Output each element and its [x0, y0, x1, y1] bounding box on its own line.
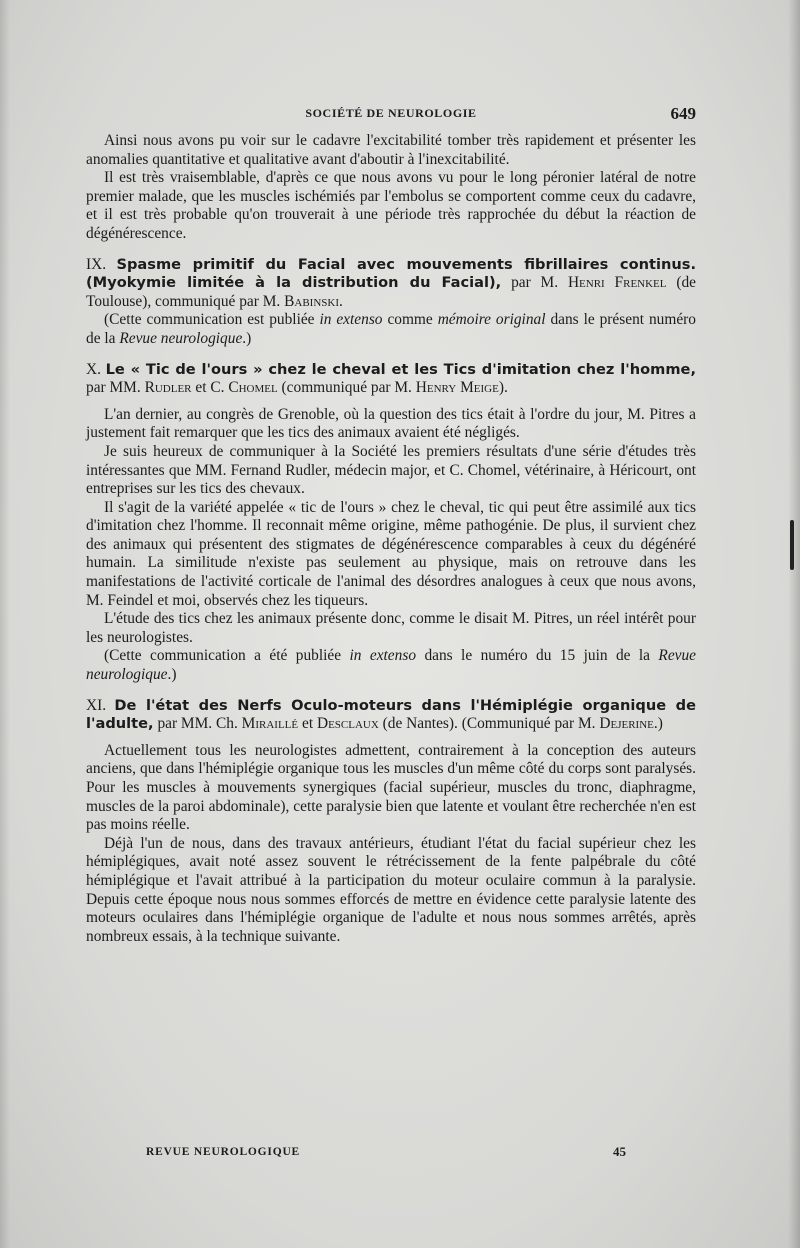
communication-heading [86, 361, 696, 398]
note-italic: in extenso [349, 647, 417, 665]
communication-heading [86, 256, 696, 312]
byline-text: (communiqué par M. [281, 379, 412, 397]
page-body [86, 132, 696, 946]
signature-mark: 45 [613, 1144, 626, 1159]
publication-note [86, 647, 696, 684]
running-head: SOCIÉTÉ DE NEUROLOGIE [305, 106, 477, 120]
punctuation: . [339, 292, 343, 310]
note-text: (Cette communication a été publiée [104, 647, 342, 665]
note-text: dans le numéro du 15 juin de la [424, 647, 650, 665]
communication-title: Spasme primitif du Facial avec mouvements fibrillaires continus. (Myokymie limitée à la distribution du Facial), [86, 255, 696, 292]
paragraph: Déjà l'un de nous, dans des travaux antérieurs, étudiant l'état du facial supérieur chez les hémiplégiques, avait noté assez souvent le rétrécissement de la fente palpébrale du côté hémiplégique et l'avait attribué à la participation du moteur oculaire commun à la paralysie. Depuis cette époque nous nous sommes efforcés de mettre en évidence cette paralysie latente des moteurs oculaires dans l'hémiplégie organique de l'adulte et nous nous sommes arrêtés, après nombreux essais, à la technique suivante. [86, 834, 696, 945]
byline-text: par M. [511, 274, 559, 292]
paragraph: L'an dernier, au congrès de Grenoble, où la question des tics était à l'ordre du jour, M. Pitres a justement fait remarquer que les tics des animaux avaient été négligés. [86, 405, 696, 442]
page-footer [146, 1144, 626, 1164]
communicator-name: Dejerine [599, 715, 654, 733]
byline-text: et [301, 715, 314, 733]
item-number: XI. [86, 696, 107, 714]
byline-text: (de Toulouse), communiqué par M. [86, 274, 696, 310]
communication-title: De l'état des Nerfs Oculo-moteurs dans l'Hémiplégie organique de l'adulte, [86, 696, 696, 733]
communicator-name: Babinski [284, 292, 340, 310]
paragraph: Il s'agit de la variété appelée « tic de l'ours » chez le cheval, tic qui peut être assimilé aux tics d'imitation chez l'homme. Il reconnait même origine, même pathogénie. De plus, il survient chez des animaux qui présentent des stigmates de dégénérescence comparables à ceux du dégénéré humain. La similitude n'existe pas seulement au physique, mais on retrouve dans les manifestations de l'activité corticale de l'animal des désordres analogues à ceux que nous avons, M. Feindel et moi, observés chez les tiqueurs. [86, 498, 696, 609]
journal-name: Revue neurologique [86, 647, 697, 684]
page-header [86, 104, 696, 128]
paragraph: Actuellement tous les neurologistes admettent, contrairement à la conception des auteurs anciens, que dans l'hémiplégie organique tous les muscles d'un même côté du corps sont paralysés. Pour les muscles à mouvements synergiques (facial supérieur, muscles du tronc, diaphragme, muscles de la paroi abdominale), cette paralysie bien que latente et voulant être recherchée n'en est pas moins réelle. [86, 741, 696, 834]
byline-text: (de Nantes). (Communiqué par M. [382, 715, 596, 733]
author-name: Desclaux [316, 715, 379, 733]
paragraph: Je suis heureux de communiquer à la Société les premiers résultats d'une série d'études très intéressantes que MM. Fernand Rudler, médecin major, et C. Chomel, vétérinaire, à Héricourt, ont entreprises sur les tics des chevaux. [86, 442, 696, 498]
page-shadow-right [788, 0, 800, 1248]
note-italic: mémoire original [437, 311, 546, 329]
binding-mark [790, 520, 794, 570]
paragraph: Ainsi nous avons pu voir sur le cadavre l'excitabilité tomber très rapidement et présenter les anomalies quantitative et qualitative avant d'aboutir à l'inexcitabilité. [86, 132, 696, 168]
page-shadow-left [0, 0, 10, 1248]
byline-text: par MM. [86, 379, 141, 397]
note-text: (Cette communication est publiée [104, 311, 315, 329]
punctuation: .) [653, 715, 663, 733]
communication-x [86, 361, 696, 685]
note-text: .) [167, 666, 177, 684]
author-name: Chomel [228, 379, 278, 397]
journal-name: Revue neurologique [119, 329, 243, 347]
item-number: IX. [86, 255, 107, 273]
author-name: Rudler [144, 379, 192, 397]
byline-text: et C. [195, 379, 225, 397]
byline-text: par MM. Ch. [157, 715, 238, 733]
communication-ix [86, 256, 696, 349]
page-number: 649 [670, 104, 696, 123]
author-name: Miraillé [241, 715, 299, 733]
note-italic: in extenso [319, 311, 383, 329]
note-text: .) [242, 329, 252, 347]
communication-heading [86, 697, 696, 734]
punctuation: ). [498, 379, 508, 397]
item-number: X. [86, 360, 101, 378]
author-name: Henri Frenkel [567, 274, 667, 292]
footer-journal: REVUE NEUROLOGIQUE [146, 1146, 301, 1158]
publication-note [86, 311, 696, 348]
communication-title: Le « Tic de l'ours » chez le cheval et les Tics d'imitation chez l'homme, [105, 360, 696, 378]
note-text: comme [387, 311, 433, 329]
note-text: dans le présent numéro de la [86, 311, 696, 347]
paragraph: Il est très vraisemblable, d'après ce que nous avons vu pour le long péronier latéral de notre premier malade, que les muscles ischémiés par l'embolus se comportent comme ceux du cadavre, et il est très probable qu'on trouverait à une période très rapprochée du début la réaction de dégénérescence. [86, 169, 696, 242]
paragraph: L'étude des tics chez les animaux présente donc, comme le disait M. Pitres, un réel intérêt pour les neurologistes. [86, 610, 696, 646]
communicator-name: Henry Meige [415, 379, 499, 397]
communication-xi [86, 697, 696, 947]
